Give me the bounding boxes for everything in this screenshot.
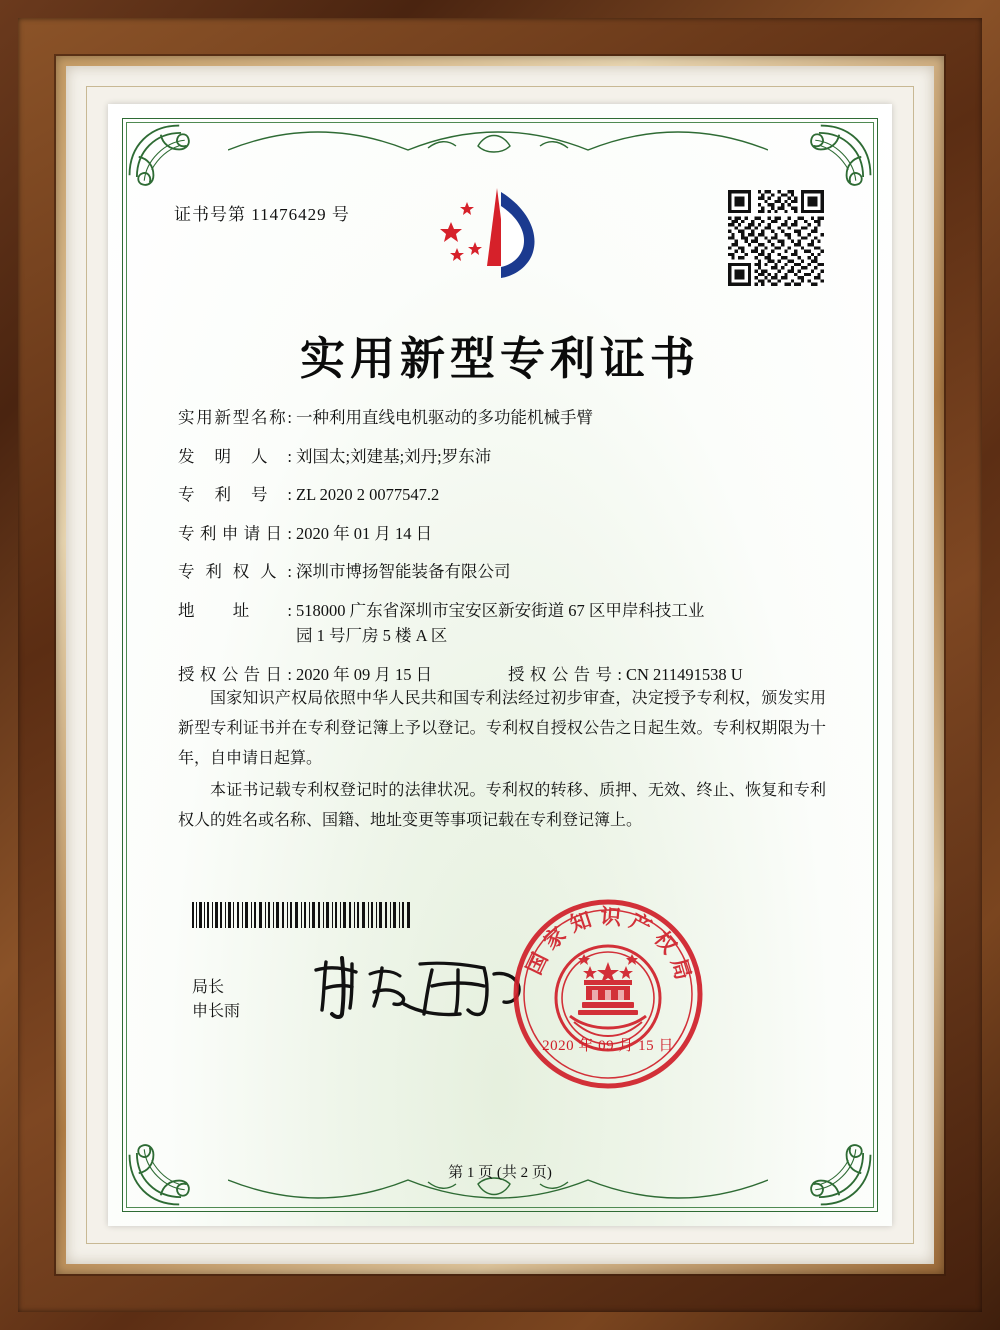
field-value-inventors: 刘国太;刘建基;刘丹;罗东沛: [296, 446, 492, 466]
svg-text:国家知识产权局: 国家知识产权局: [521, 904, 698, 990]
field-label: 地 址 :: [178, 600, 292, 620]
cnipa-emblem-icon: [435, 182, 565, 288]
legal-paragraph-2: 本证书记载专利权登记时的法律状况。专利权的转移、质押、无效、终止、恢复和专利权人的姓名或名称、国籍、地址变更等事项记载在专利登记簿上。: [178, 782, 826, 829]
publication-date-value: 2020 年 09 月 15 日: [296, 664, 433, 684]
field-label: 发 明 人 :: [178, 446, 292, 466]
publication-date-label: 授 权 公 告 日 :: [178, 664, 292, 684]
publication-number-value: CN 211491538 U: [626, 664, 743, 684]
barcode-icon: [192, 902, 412, 928]
qr-code-icon: [728, 190, 824, 286]
address-line-1: 518000 广东省深圳市宝安区新安街道 67 区甲岸科技工业: [296, 600, 705, 620]
legal-paragraph-1: 国家知识产权局依照中华人民共和国专利法经过初步审查，决定授予专利权，颁发实用新型专利证书并在专利登记簿上予以登记。专利权自授权公告之日起生效。专利权期限为十年，自申请日起算。: [178, 690, 826, 767]
page-title: 实用新型专利证书: [299, 334, 700, 384]
director-name: 申长雨: [192, 1003, 241, 1020]
seal-date: 2020 年 09 月 15 日: [542, 1038, 674, 1054]
field-row-application-date: [178, 523, 832, 543]
field-value-patent-number: ZL 2020 2 0077547.2: [296, 485, 440, 504]
certificate-number: 证书号第 11476429 号: [174, 205, 350, 224]
field-row-publication: [178, 664, 832, 684]
director-title-label: 局长: [192, 979, 225, 996]
certificate-fields: [178, 410, 832, 701]
field-row-patentee: [178, 564, 832, 581]
corner-ornament-icon: [124, 120, 216, 212]
field-value-address: [296, 600, 832, 645]
page-footer: 第 1 页 (共 2 页): [448, 1165, 552, 1181]
field-label: 实 用 新 型 名 称 :: [178, 408, 292, 427]
field-row-utility-model-name: [178, 410, 832, 427]
field-row-patent-number: [178, 487, 832, 504]
field-label: 专 利 权 人 :: [178, 562, 292, 581]
publication-date-group: [178, 664, 508, 684]
field-row-address: [178, 600, 832, 645]
address-line-2: 园 1 号厂房 5 楼 A 区: [296, 626, 448, 645]
legal-text: [178, 684, 826, 838]
publication-number-label: 授 权 公 告 号 :: [508, 664, 622, 684]
publication-number-group: [508, 664, 743, 684]
patent-certificate-document: [108, 104, 892, 1226]
field-label: 专 利 号 :: [178, 485, 292, 504]
top-border-ornament-icon: [228, 124, 768, 158]
field-value-utility-model-name: 一种利用直线电机驱动的多功能机械手臂: [296, 408, 593, 427]
handwritten-signature-icon: [308, 952, 538, 1022]
field-value-application-date: 2020 年 01 月 14 日: [296, 523, 433, 543]
official-red-seal-icon: [508, 894, 708, 1094]
field-row-inventors: [178, 446, 832, 466]
field-label: 专 利 申 请 日 :: [178, 523, 292, 543]
field-value-patentee: 深圳市博扬智能装备有限公司: [296, 562, 511, 581]
director-block: [192, 976, 240, 1024]
